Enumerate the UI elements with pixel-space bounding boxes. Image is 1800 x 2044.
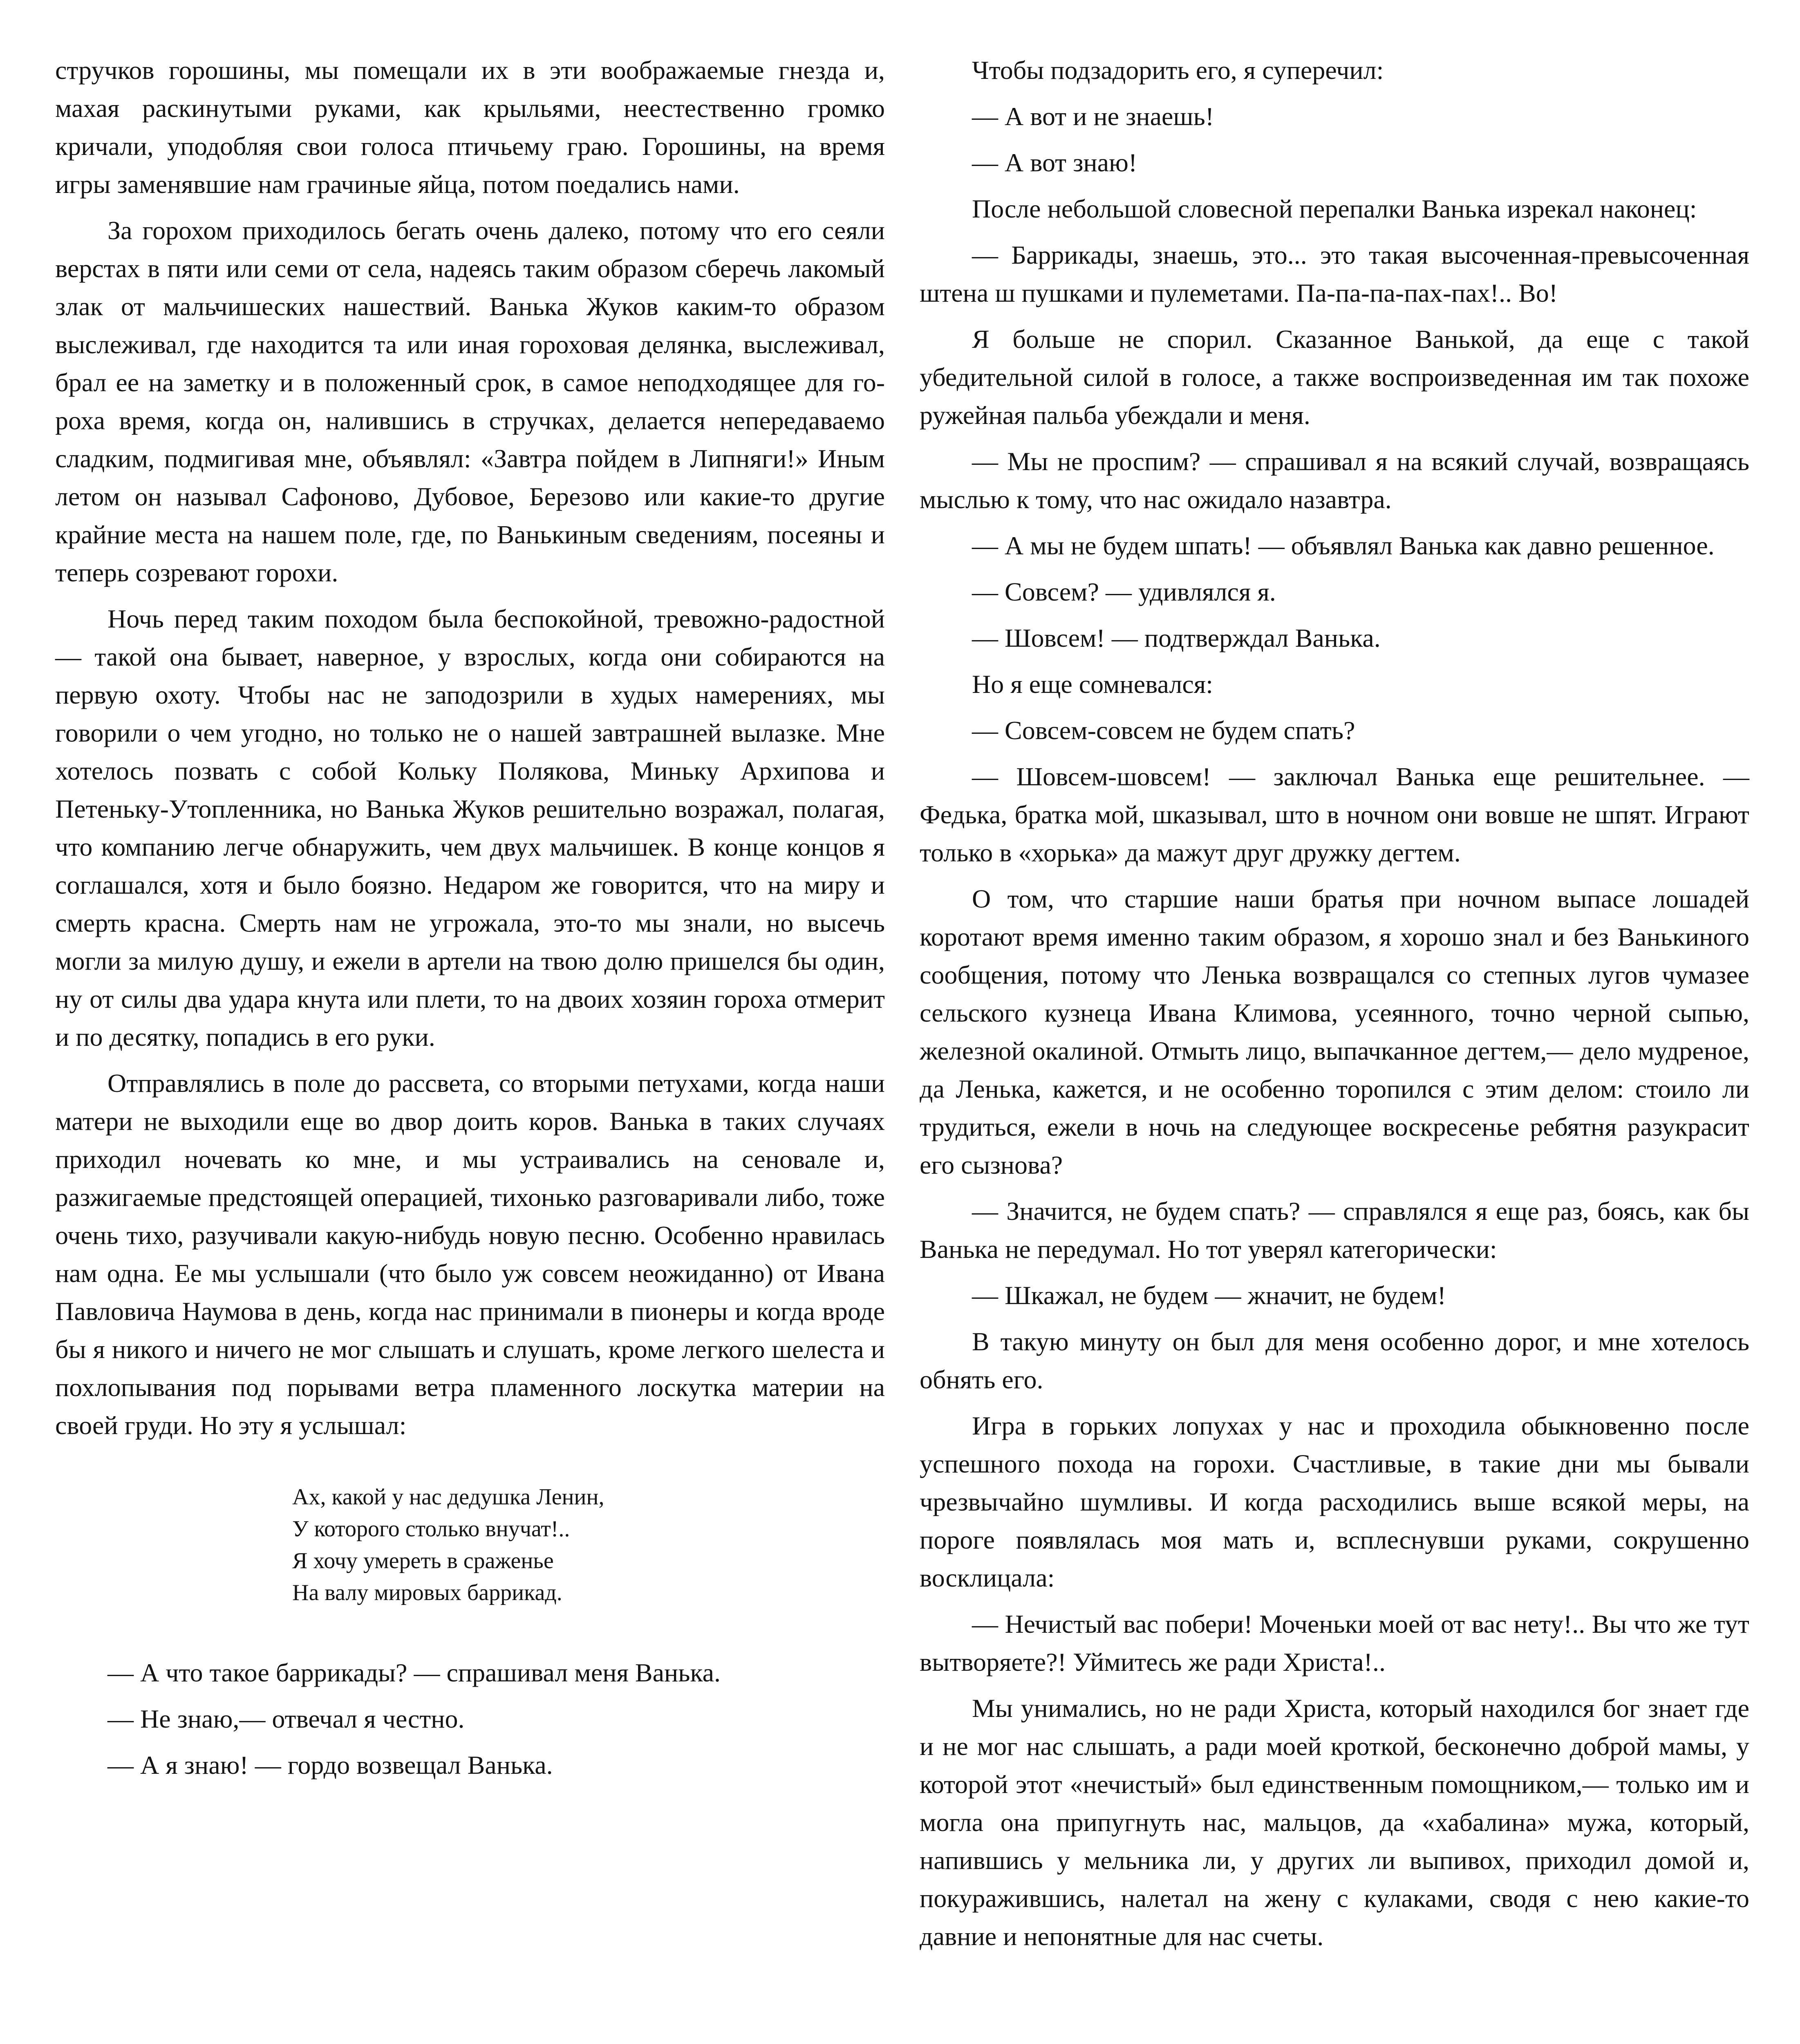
paragraph: О том, что старшие наши братья при ночном выпасе лошадей коротают время именно таким образом, я хорошо знал и без Ванькиного сообщения, потому что Ленька возвращался со степных лугов чумазее сельского кузнеца Ивана Климова, усеянного, точно черной сыпью, железной окалиной. Отмыть лицо, выпачканное дегтем,— дело мудреное, да Ленька, кажется, и не особенно торопился с этим делом: стоило ли трудиться, ежели в ночь на следующее воскресенье ребятня разукрасит его сызнова? <box>920 884 1749 1179</box>
paragraph: Игра в горьких лопухах у нас и проходила обыкновенно после успешного похода на горохи. Счастливые, в такие дни мы бывали чрезвычайно шумливы. И когда расходились выше всякой меры, на пороге появлялась моя мать и, всплеснувши руками, сокрушенно восклицала: <box>920 1411 1749 1592</box>
paragraph: Я больше не спорил. Сказанное Ванькой, да еще с такой убедительной силой в голосе, а также воспроизведенная им так похоже ружейная пальба убеждали и меня. <box>920 325 1749 430</box>
paragraph: — Не знаю,— отвечал я честно. <box>107 1704 465 1733</box>
poem-line: Я хочу умереть в сраженье <box>292 1548 554 1573</box>
paragraph: В такую минуту он был для меня особенно дорог, и мне хотелось обнять его. <box>920 1327 1749 1394</box>
paragraph: Но я еще сомневался: <box>972 670 1213 699</box>
paragraph: — Значится, не будем спать? — справлялся я еще раз, боясь, как бы Ванька не передумал. Но тот уверял категорически: <box>920 1197 1749 1264</box>
poem-line: Ах, какой у нас дедушка Ленин, <box>292 1484 604 1510</box>
paragraph: Ночь перед таким походом была беспокойной, тревожно-радостной — такой она бывает, наверное, у взрослых, когда они собираются на первую охоту. Чтобы нас не заподозрили в худых намерениях, мы говорили о чем угодно, но только не о нашей завтрашней вылазке. Мне хотелось позвать с собой Кольку Полякова, Миньку Архипова и Петеньку-Утопленника, но Ванька Жуков решительно возражал, полагая, что компанию легче обнаружить, чем двух мальчишек. В конце концов я соглашался, хотя и было боязно. Недаром же говорится, что на миру и смерть красна. Смерть нам не угрожала, это-то мы знали, но высечь могли за милую душу, и ежели в артели на твою долю пришелся бы один, ну от силы два удара кнута или плети, то на двоих хозяин гороха отмерит и по десятку, попадись в его руки. <box>55 604 885 1051</box>
paragraph: — А вот и не знаешь! <box>972 102 1214 131</box>
paragraph: — А я знаю! — гордо возвещал Ванька. <box>107 1750 553 1780</box>
paragraph: — Шовсем! — подтверждал Ванька. <box>972 623 1381 652</box>
paragraph: — Мы не проспим? — спрашивал я на всякий случай, возвращаясь мыслью к тому, что нас ожидало назавтра. <box>920 447 1749 514</box>
paragraph: После небольшой словесной перепалки Ванька изрекал наконец: <box>972 194 1697 223</box>
paragraph: Чтобы подзадорить его, я суперечил: <box>972 56 1384 85</box>
paragraph: — А что такое баррикады? — спрашивал меня Ванька. <box>107 1658 721 1687</box>
poem <box>292 1481 885 1609</box>
poem-line: На валу мировых баррикад. <box>292 1580 562 1605</box>
paragraph: — Совсем? — удивлялся я. <box>972 577 1276 606</box>
paragraph: — А мы не будем шпать! — объявлял Ванька как давно решенное. <box>972 531 1715 560</box>
paragraph: — Баррикады, знаешь, это... это такая высоченная-превысоченная штена ш пушками и пулеметами. Па-па-па-пах-пах!.. Во! <box>920 240 1749 307</box>
paragraph: стручков горошины, мы помещали их в эти воображаемые гнезда и, махая раскинутыми руками, как крыльями, неестественно громко кричали, уподобляя свои голоса птичьему граю. Горошины, на время игры заменявшие нам грачиные яйца, потом поедались нами. <box>55 56 885 199</box>
paragraph: — Шовсем-шовсем! — заключал Ванька еще решительнее. — Федька, братка мой, шказывал, што в ночном они вовше не шпят. Играют только в «хорька» да мажут друг дружку дегтем. <box>920 762 1749 867</box>
paragraph: Мы унимались, но не ради Христа, который находился бог знает где и не мог нас слышать, а ради моей кроткой, бесконечно доброй мамы, у которой этот «нечистый» был единственным помощником,— только им и могла она припугнуть нас, мальцов, да «хабалина» мужа, который, напившись у мельника ли, у других ли выпивох, приходил домой и, покуражившись, налетал на жену с кулаками, сводя с нею какие-то давние и непонятные для нас счеты. <box>920 1694 1749 1951</box>
paragraph: Отправлялись в поле до рассвета, со вторыми петухами, когда наши матери не выходили еще во двор доить коров. Ванька в таких случаях приходил ночевать ко мне, и мы устраивались на сеновале и, разжигаемые предстоящей операцией, тихонько разговаривали либо, тоже очень тихо, разучивали какую-нибудь новую песню. Особенно нравилась нам одна. Ее мы услышали (что было уж совсем неожиданно) от Ивана Павловича Наумова в день, когда нас принимали в пионеры и когда вроде бы я никого и ничего не мог слышать и слушать, кроме легкого шелеста и похлопывания под порывами ветра пламенного лоскутка материи на своей груди. Но эту я услышал: <box>55 1069 885 1440</box>
paragraph: — Нечистый вас побери! Моченьки моей от вас нету!.. Вы что же тут вытворяете?! Уймитесь же ради Христа!.. <box>920 1609 1749 1676</box>
paragraph: За горохом приходилось бегать очень далеко, потому что его сеяли верстах в пяти или семи от села, надеясь таким образом сберечь лакомый злак от мальчишеских нашествий. Ванька Жуков каким-то образом выслеживал, где находится та или иная гороховая делянка, выслеживал, брал ее на заметку и в положенный срок, в самое неподходящее для гороха время, когда он, налившись в стручках, делается непередаваемо сладким, подмигивая мне, объявлял: «Завтра пойдем в Липняги!» Иным летом он называл Сафоново, Дубовое, Березово или какие-то другие крайние места на нашем поле, где, по Ванькиным сведениям, посеяны и теперь созревают горохи. <box>55 216 885 587</box>
right-column <box>920 51 1749 1963</box>
paragraph: — Шкажал, не будем — жначит, не будем! <box>972 1281 1446 1310</box>
poem-line: У которого столько внучат!.. <box>292 1516 570 1542</box>
paragraph: — А вот знаю! <box>972 148 1137 177</box>
paragraph: — Совсем-совсем не будем спать? <box>972 716 1355 745</box>
left-column <box>55 51 885 1792</box>
